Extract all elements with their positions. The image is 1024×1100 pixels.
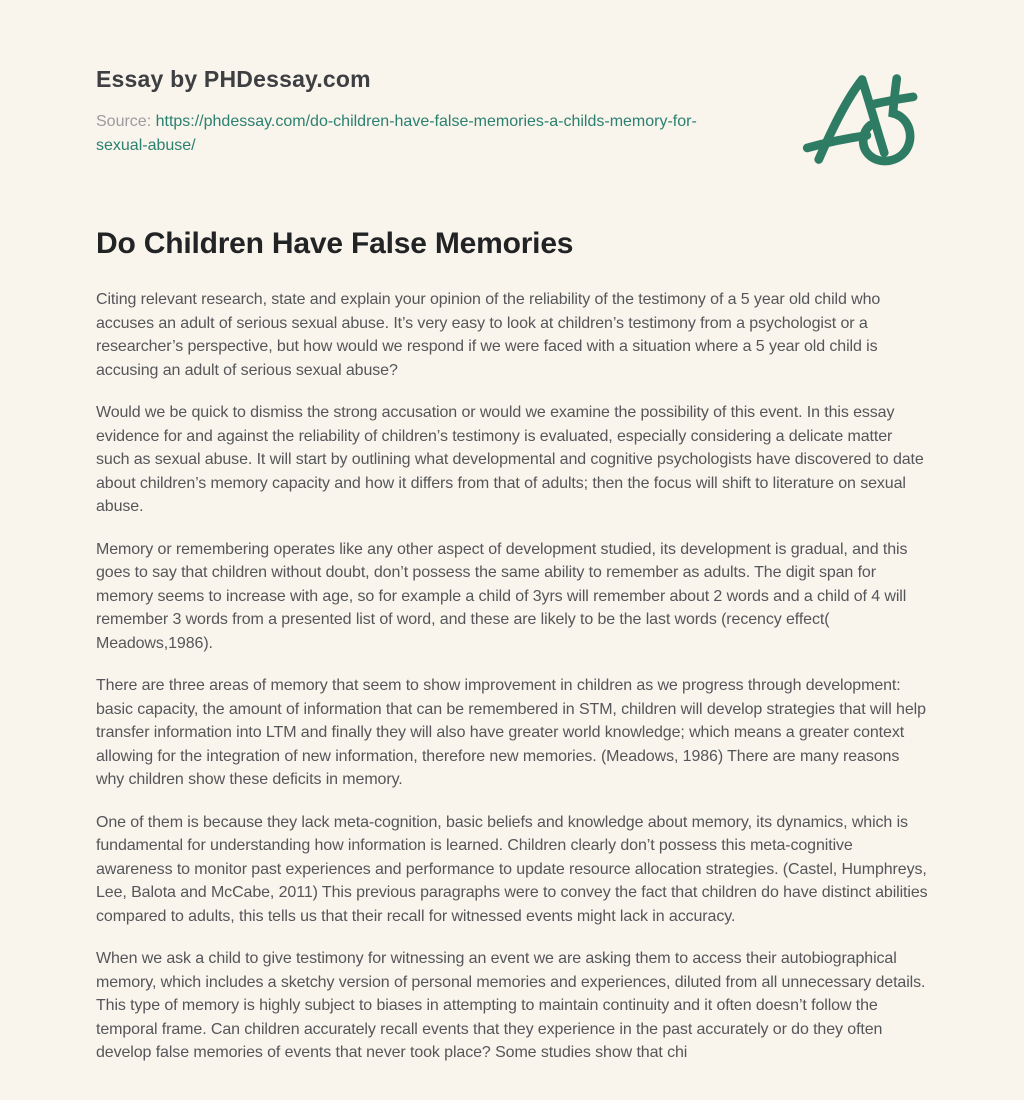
essay-paragraph: There are three areas of memory that seem to show improvement in children as we progress through development: basic capacity, the amount of information that can be remembered in STM, children will develop strategies that will help transfer information into LTM and finally they will also have greater world knowledge; which means a greater context allowing for the integration of new information, therefore new memories. (Meadows, 1986) There are many reasons why children show these deficits in memory. — [96, 677, 926, 788]
essay-paragraph: When we ask a child to give testimony for witnessing an event we are asking them to access their autobiographical memory, which includes a sketchy version of personal memories and experiences, diluted from all unnecessary details. This type of memory is highly subject to biases in attempting to maintain continuity and it often doesn’t follow the temporal frame. Can children accurately recall events that they experience in the past accurately or do they often develop false memories of events that never took place? Some studies show that chi — [96, 950, 926, 1061]
essay-paragraph: Would we be quick to dismiss the strong accusation or would we examine the possibility of this event. In this essay evidence for and against the reliability of children’s testimony is evaluated, especially considering a delicate matter such as sexual abuse. It will start by outlining what developmental and cognitive psychologists have discovered to date about children’s memory capacity and how it differs from that of adults; then the focus will shift to literature on sexual abuse. — [96, 404, 924, 515]
header-text-block — [96, 64, 744, 158]
essay-paragraph: Citing relevant research, state and explain your opinion of the reliability of the testimony of a 5 year old child who accuses an adult of serious sexual abuse. It’s very easy to look at children’s testimony from a psychologist or a researcher’s perspective, but how would we respond if we were faced with a situation where a 5 year old child is accusing an adult of serious sexual abuse? — [96, 291, 881, 379]
essay-body — [96, 288, 928, 1065]
essay-paragraph: Memory or remembering operates like any other aspect of development studied, its development is gradual, and this goes to say that children without doubt, don’t possess the same ability to remember as adults. The digit span for memory seems to increase with age, so for example a child of 3yrs will remember about 2 words and a child of 4 will remember 3 words from a presented list of word, and these are likely to be the last words (recency effect( Meadows,1986). — [96, 540, 908, 652]
page-header — [96, 64, 928, 172]
essay-paragraph: One of them is because they lack meta-cognition, basic beliefs and knowledge about memory, its dynamics, which is fundamental for understanding how information is learned. Children clearly don’t possess this meta-cognitive awareness to monitor past experiences and performance to update resource allocation strategies. (Castel, Humphreys, Lee, Balota and McCabe, 2011) This previous paragraphs were to convey the fact that children do have distinct abilities compared to adults, this tells us that their recall for witnessed events might lack in accuracy. — [96, 813, 928, 925]
phdessay-a-plus-logo-icon — [800, 68, 928, 172]
byline: Essay by PHDessay.com — [96, 66, 371, 92]
source-line — [96, 110, 744, 158]
essay-title: Do Children Have False Memories — [96, 227, 574, 260]
source-link[interactable]: https://phdessay.com/do-children-have-false-memories-a-childs-memory-for-sexual-abuse/ — [96, 113, 697, 154]
source-label: Source: — [96, 113, 152, 130]
